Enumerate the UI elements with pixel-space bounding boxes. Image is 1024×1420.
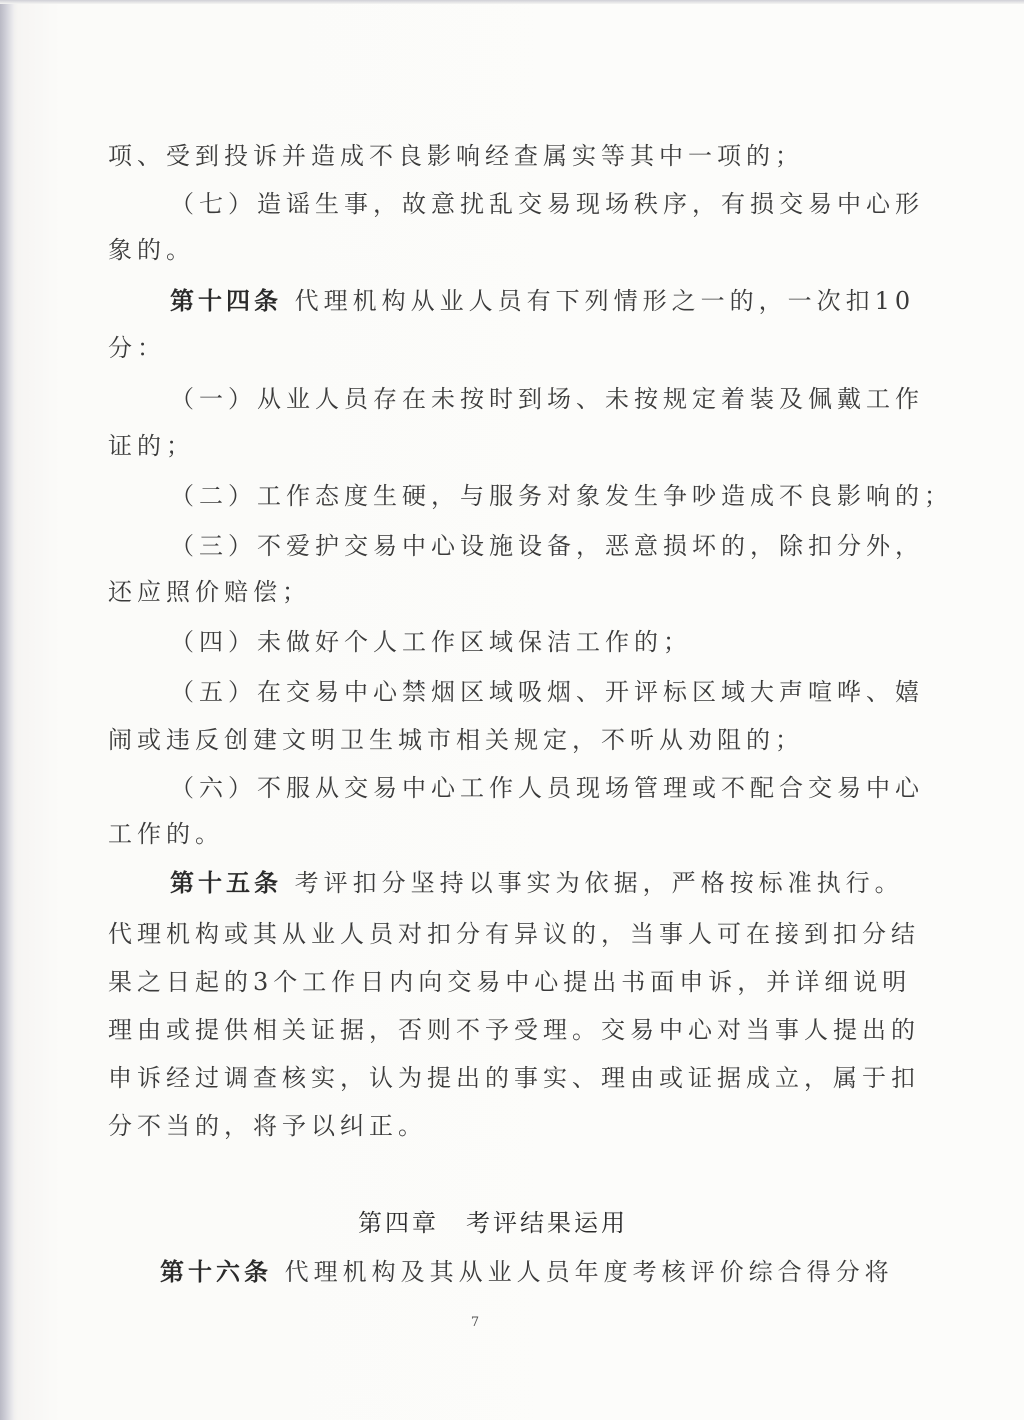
article-15-line	[108, 867, 904, 899]
text-line: 还应照价赔偿；	[108, 578, 311, 606]
text-line: 项、受到投诉并造成不良影响经查属实等其中一项的；	[108, 142, 804, 170]
text-line: 工作的。	[108, 820, 224, 848]
text-line: 果之日起的3个工作日内向交易中心提出书面申诉，并详细说明	[108, 968, 912, 996]
article-14-line	[108, 285, 916, 317]
article-text: 考评扣分坚持以事实为依据，严格按标准执行。	[294, 869, 904, 897]
list-item: （四）未做好个人工作区域保洁工作的；	[170, 628, 692, 656]
page-binding-edge	[0, 0, 14, 1420]
text-line: 申诉经过调查核实，认为提出的事实、理由或证据成立，属于扣	[108, 1064, 920, 1092]
text-line: 代理机构或其从业人员对扣分有异议的，当事人可在接到扣分结	[108, 920, 920, 948]
list-item: （二）工作态度生硬，与服务对象发生争吵造成不良影响的；	[170, 482, 953, 510]
text-line: 证的；	[108, 432, 195, 460]
list-item: （六）不服从交易中心工作人员现场管理或不配合交易中心	[170, 774, 924, 802]
article-16-line	[108, 1256, 894, 1288]
article-text: 代理机构从业人员有下列情形之一的，一次扣10	[294, 287, 916, 315]
text-line: 分不当的，将予以纠正。	[108, 1112, 427, 1140]
article-text: 代理机构及其从业人员年度考核评价综合得分将	[284, 1258, 894, 1286]
document-body	[108, 0, 953, 1420]
list-item: （三）不爱护交易中心设施设备，恶意损坏的，除扣分外，	[170, 532, 924, 560]
article-number: 第十六条	[160, 1257, 272, 1286]
list-item: （一）从业人员存在未按时到场、未按规定着装及佩戴工作	[170, 385, 924, 413]
text-line: 分：	[108, 334, 166, 362]
article-number: 第十五条	[170, 868, 282, 897]
text-line: 理由或提供相关证据，否则不予受理。交易中心对当事人提出的	[108, 1016, 920, 1044]
text-line: （七）造谣生事，故意扰乱交易现场秩序，有损交易中心形	[170, 190, 924, 218]
text-line: 象的。	[108, 236, 195, 264]
list-item: （五）在交易中心禁烟区域吸烟、开评标区域大声喧哗、嬉	[170, 678, 924, 706]
page-number: 7	[470, 1315, 480, 1330]
text-line: 闹或违反创建文明卫生城市相关规定，不听从劝阻的；	[108, 726, 804, 754]
article-number: 第十四条	[170, 286, 282, 315]
chapter-heading: 第四章 考评结果运用	[358, 1209, 628, 1237]
